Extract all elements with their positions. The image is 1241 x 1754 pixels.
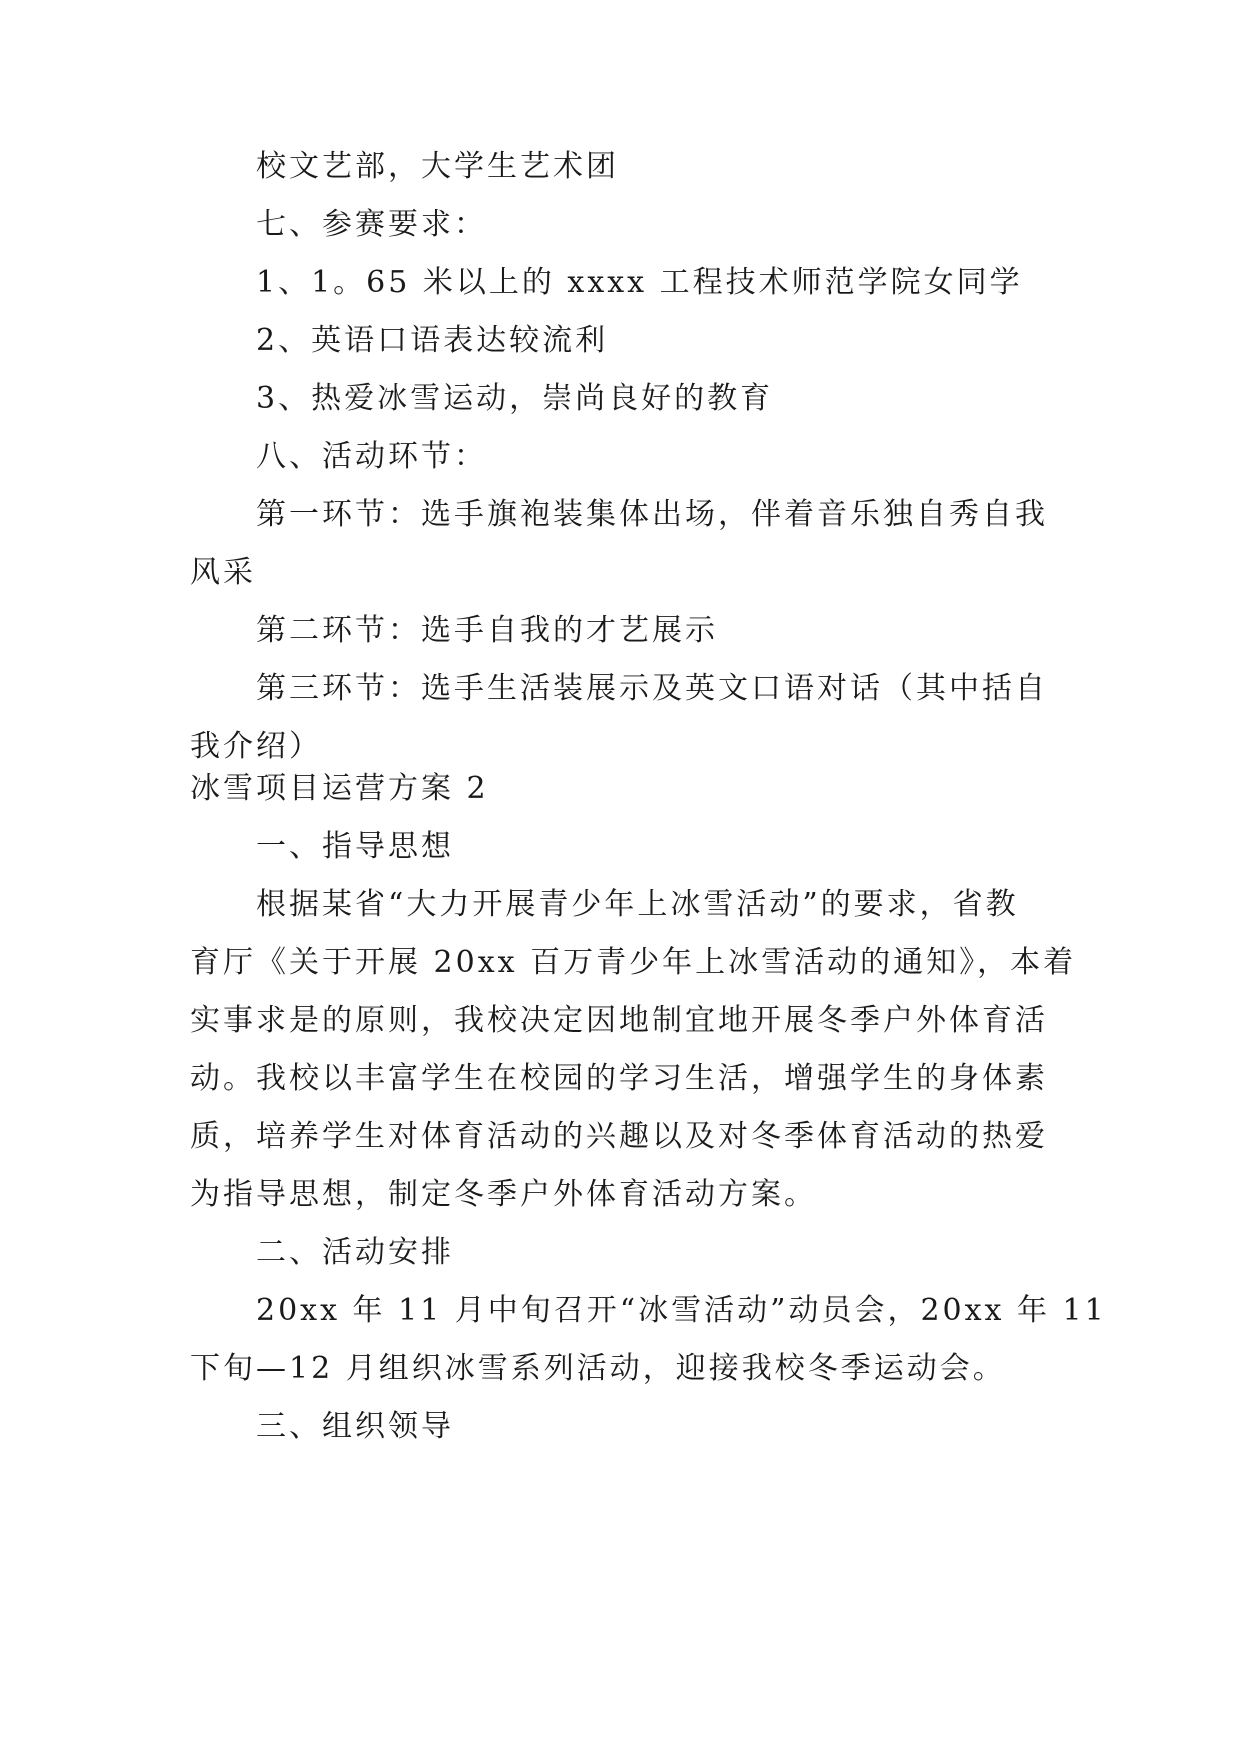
paragraph-line: 我介绍） <box>190 729 322 764</box>
paragraph-line: 校文艺部，大学生艺术团 <box>256 149 619 184</box>
paragraph-line: 质，培养学生对体育活动的兴趣以及对冬季体育活动的热爱 <box>190 1119 1048 1154</box>
paragraph-line: 为指导思想，制定冬季户外体育活动方案。 <box>190 1177 817 1212</box>
section-2-title: 冰雪项目运营方案 2 <box>190 771 489 806</box>
heading-guiding-ideology: 一、指导思想 <box>256 829 454 864</box>
paragraph-line: 第一环节：选手旗袍装集体出场，伴着音乐独自秀自我 <box>256 497 1048 532</box>
heading-participation-requirements: 七、参赛要求： <box>256 207 487 242</box>
paragraph-line: 动。我校以丰富学生在校园的学习生活，增强学生的身体素 <box>190 1061 1048 1096</box>
paragraph-line: 风采 <box>190 555 256 590</box>
section-1-body <box>190 138 1050 776</box>
paragraph-line: 20xx 年 11 月中旬召开“冰雪活动”动员会，20xx 年 11 <box>256 1293 1107 1328</box>
paragraph-line: 根据某省“大力开展青少年上冰雪活动”的要求，省教 <box>256 887 1019 922</box>
paragraph-line: 2、英语口语表达较流利 <box>256 323 609 358</box>
paragraph-line: 3、热爱冰雪运动，崇尚良好的教育 <box>256 381 774 416</box>
paragraph-line: 育厅《关于开展 20xx 百万青少年上冰雪活动的通知》，本着 <box>190 945 1077 980</box>
paragraph-line: 实事求是的原则，我校决定因地制宜地开展冬季户外体育活 <box>190 1003 1048 1038</box>
paragraph-line: 第三环节：选手生活装展示及英文口语对话（其中括自 <box>256 671 1048 706</box>
heading-activity-stages: 八、活动环节： <box>256 439 487 474</box>
heading-activity-arrangement: 二、活动安排 <box>256 1235 454 1270</box>
section-2-body <box>190 818 1107 1456</box>
paragraph-line: 第二环节：选手自我的才艺展示 <box>256 613 718 648</box>
paragraph-line: 下旬—12 月组织冰雪系列活动，迎接我校冬季运动会。 <box>190 1351 1006 1386</box>
paragraph-line: 1、1。65 米以上的 xxxx 工程技术师范学院女同学 <box>256 265 1023 300</box>
heading-organization-leadership: 三、组织领导 <box>256 1409 454 1444</box>
